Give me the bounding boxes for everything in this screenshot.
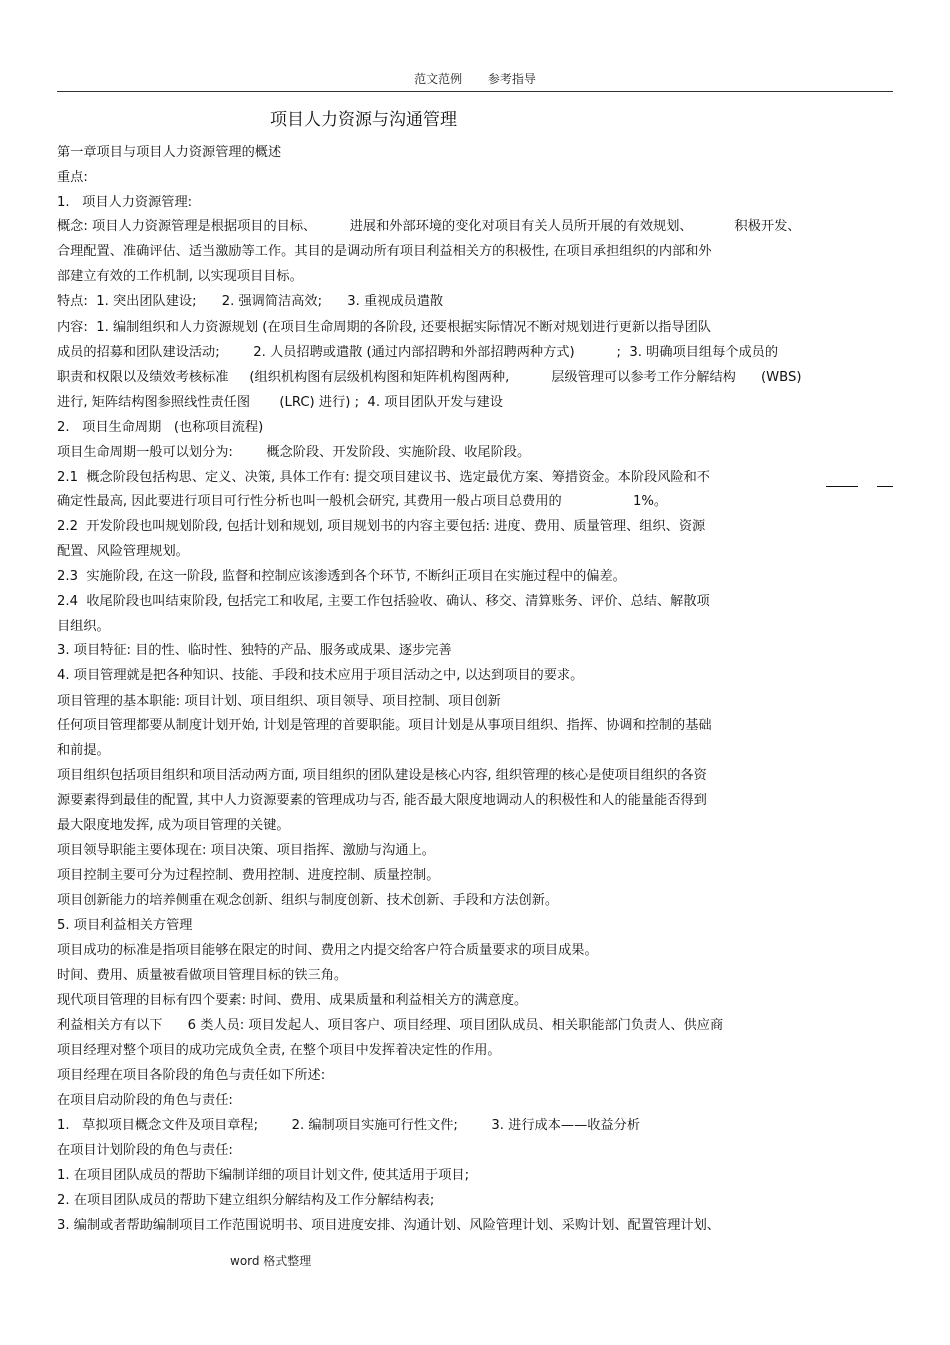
body-line: 成员的招募和团队建设活动; 2. 人员招聘或遣散 (通过内部招聘和外部招聘两种方式) ; 3. 明确项目组每个成员的 <box>57 345 779 360</box>
body-line: 和前提。 <box>57 743 110 758</box>
body-line: 项目经理在项目各阶段的角色与责任如下所述: <box>57 1068 326 1083</box>
body-line: 项目成功的标准是指项目能够在限定的时间、费用之内提交给客户符合质量要求的项目成果。 <box>57 943 598 958</box>
margin-dash-mark <box>826 486 858 487</box>
header-right-text: 参考指导 <box>487 72 536 86</box>
body-line: 时间、费用、质量被看做项目管理目标的铁三角。 <box>57 968 348 983</box>
page-header <box>0 70 950 87</box>
body-line: 4. 项目管理就是把各种知识、技能、手段和技术应用于项目活动之中, 以达到项目的要求。 <box>57 668 584 683</box>
body-line: 项目经理对整个项目的成功完成负全责, 在整个项目中发挥着决定性的作用。 <box>57 1043 501 1058</box>
body-line: 确定性最高, 因此要进行项目可行性分析也叫一般机会研究, 其费用一般占项目总费用的 1%。 <box>57 494 668 509</box>
body-line: 1. 草拟项目概念文件及项目章程; 2. 编制项目实施可行性文件; 3. 进行成本——收益分析 <box>57 1118 641 1133</box>
body-line: 项目领导职能主要体现在: 项目决策、项目指挥、激励与沟通上。 <box>57 843 435 858</box>
body-line: 在项目启动阶段的角色与责任: <box>57 1093 233 1108</box>
body-line: 重点: <box>57 170 88 185</box>
body-line: 现代项目管理的目标有四个要素: 时间、费用、成果质量和利益相关方的满意度。 <box>57 993 528 1008</box>
body-line: 项目生命周期一般可以划分为: 概念阶段、开发阶段、实施阶段、收尾阶段。 <box>57 445 531 460</box>
body-line: 项目控制主要可分为过程控制、费用控制、进度控制、质量控制。 <box>57 868 440 883</box>
header-divider <box>57 91 893 92</box>
page-footer: word 格式整理 <box>230 1254 312 1268</box>
body-line: 内容: 1. 编制组织和人力资源规划 (在项目生命周期的各阶段, 还要根据实际情况不断对规划进行更新以指导团队 <box>57 320 711 335</box>
margin-dash-mark <box>877 486 893 487</box>
body-line: 1. 项目人力资源管理: <box>57 195 193 210</box>
body-line: 合理配置、准确评估、适当激励等工作。其目的是调动所有项目利益相关方的积极性, 在项目承担组织的内部和外 <box>57 244 712 259</box>
body-line: 配置、风险管理规划。 <box>57 544 189 559</box>
document-title: 项目人力资源与沟通管理 <box>270 110 457 130</box>
body-line: 2. 在项目团队成员的帮助下建立组织分解结构及工作分解结构表; <box>57 1193 435 1208</box>
body-line: 3. 项目特征: 目的性、临时性、独特的产品、服务或成果、逐步完善 <box>57 643 452 658</box>
body-line: 1. 在项目团队成员的帮助下编制详细的项目计划文件, 使其适用于项目; <box>57 1168 470 1183</box>
body-line: 项目组织包括项目组织和项目活动两方面, 项目组织的团队建设是核心内容, 组织管理的核心是使项目组织的各资 <box>57 768 707 783</box>
body-line: 项目创新能力的培养侧重在观念创新、组织与制度创新、技术创新、手段和方法创新。 <box>57 893 559 908</box>
body-line: 利益相关方有以下 6 类人员: 项目发起人、项目客户、项目经理、项目团队成员、相关职能部门负责人、供应商 <box>57 1018 724 1033</box>
body-line: 特点: 1. 突出团队建设; 2. 强调简洁高效; 3. 重视成员遣散 <box>57 294 444 309</box>
body-line: 进行, 矩阵结构图参照线性责任图 (LRC) 进行) ; 4. 项目团队开发与建设 <box>57 395 503 410</box>
body-line: 源要素得到最佳的配置, 其中人力资源要素的管理成功与否, 能否最大限度地调动人的积极性和人的能量能否得到 <box>57 793 707 808</box>
body-line: 部建立有效的工作机制, 以实现项目目标。 <box>57 269 303 284</box>
body-line: 2.4 收尾阶段也叫结束阶段, 包括完工和收尾, 主要工作包括验收、确认、移交、清算账务、评价、总结、解散项 <box>57 594 710 609</box>
body-line: 在项目计划阶段的角色与责任: <box>57 1143 233 1158</box>
body-line: 3. 编制或者帮助编制项目工作范围说明书、项目进度安排、沟通计划、风险管理计划、采购计划、配置管理计划、 <box>57 1218 720 1233</box>
body-line: 2. 项目生命周期 (也称项目流程) <box>57 420 264 435</box>
body-line: 第一章项目与项目人力资源管理的概述 <box>57 145 282 160</box>
body-line: 目组织。 <box>57 619 110 634</box>
body-line: 2.2 开发阶段也叫规划阶段, 包括计划和规划, 项目规划书的内容主要包括: 进度、费用、质量管理、组织、资源 <box>57 519 706 534</box>
body-line: 职责和权限以及绩效考核标准 (组织机构图有层级机构图和矩阵机构图两种, 层级管理可以参考工作分解结构 (WBS) <box>57 370 802 385</box>
body-line: 任何项目管理都要从制度计划开始, 计划是管理的首要职能。项目计划是从事项目组织、指挥、协调和控制的基础 <box>57 718 712 733</box>
body-line: 2.1 概念阶段包括构思、定义、决策, 具体工作有: 提交项目建议书、选定最优方案、筹措资金。本阶段风险和不 <box>57 470 710 485</box>
body-line: 5. 项目利益相关方管理 <box>57 918 193 933</box>
body-line: 2.3 实施阶段, 在这一阶段, 监督和控制应该渗透到各个环节, 不断纠正项目在实施过程中的偏差。 <box>57 569 626 584</box>
body-line: 概念: 项目人力资源管理是根据项目的目标、 进展和外部环境的变化对项目有关人员所开展的有效规划、 积极开发、 <box>57 219 801 234</box>
header-left-text: 范文范例 <box>414 72 463 86</box>
body-line: 最大限度地发挥, 成为项目管理的关键。 <box>57 818 290 833</box>
body-line: 项目管理的基本职能: 项目计划、项目组织、项目领导、项目控制、项目创新 <box>57 694 501 709</box>
